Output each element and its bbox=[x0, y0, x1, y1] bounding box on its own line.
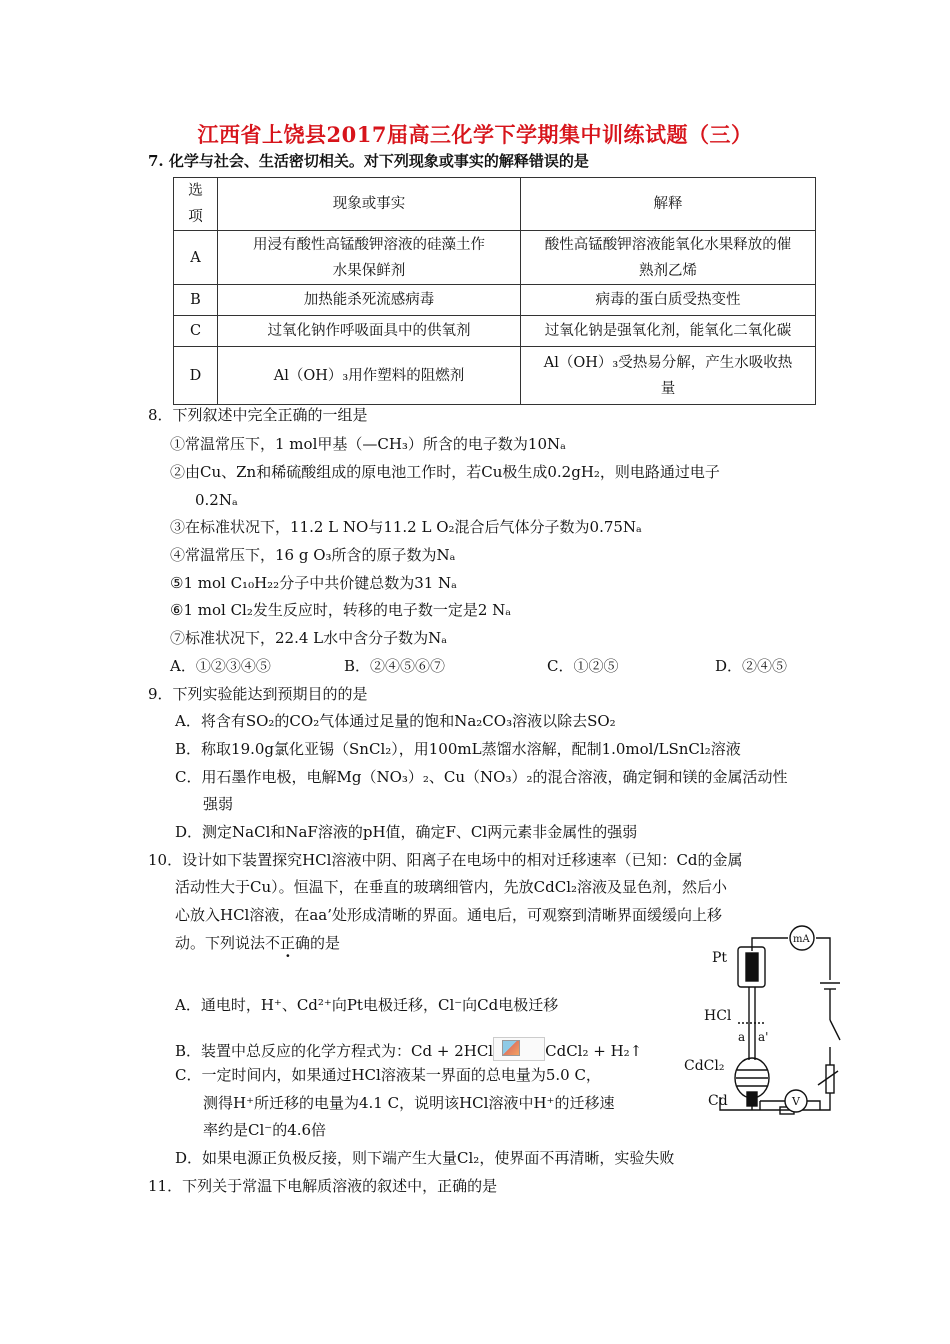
q10-stem-cont: 心放入HCl溶液，在aa’处形成清晰的界面。通电后，可观察到清晰界面缓缓向上移 bbox=[175, 906, 723, 924]
q10-option-b-pre: B．装置中总反应的化学方程式为：Cd + 2HCl bbox=[175, 1042, 494, 1060]
q8-stem: 8．下列叙述中完全正确的一组是 bbox=[148, 406, 368, 424]
q9-option-cont: 强弱 bbox=[203, 795, 234, 813]
label-pt: Pt bbox=[712, 950, 728, 966]
q10-option-c-cont: 率约是Cl⁻的4.6倍 bbox=[203, 1121, 327, 1139]
row-expl-line1: 酸性高锰酸钾溶液能氧化水果释放的催 bbox=[544, 236, 792, 253]
emphasis-not-correct: 不正确 bbox=[265, 934, 311, 952]
label-v: V bbox=[792, 1095, 800, 1108]
q9-stem: 9．下列实验能达到预期目的的是 bbox=[148, 685, 368, 703]
row-expl-line2: 熟剂乙烯 bbox=[639, 262, 697, 279]
q10-stem-cont bbox=[175, 933, 340, 953]
label-hcl: HCl bbox=[704, 1008, 732, 1024]
table-header-row bbox=[174, 178, 816, 231]
row-fact: 加热能杀死流感病毒 bbox=[218, 285, 521, 316]
label-ma: mA bbox=[793, 934, 810, 945]
header-fact: 现象或事实 bbox=[218, 178, 521, 231]
row-fact bbox=[218, 231, 521, 285]
table-row bbox=[174, 231, 816, 285]
row-explanation: 病毒的蛋白质受热变性 bbox=[521, 285, 816, 316]
q8-choice: D．②④⑤ bbox=[715, 657, 788, 675]
row-fact-line1: 用浸有酸性高锰酸钾溶液的硅藻土作 bbox=[253, 236, 485, 253]
table-row bbox=[174, 316, 816, 347]
q8-item: ⑤1 mol C₁₀H₂₂分子中共价键总数为31 Nₐ bbox=[170, 574, 457, 592]
q9-option: B．称取19.0g氯化亚锡（SnCl₂），用100mL蒸馏水溶解，配制1.0mol/LSnCl₂溶液 bbox=[175, 740, 741, 758]
row-fact: 过氧化钠作呼吸面具中的供氧剂 bbox=[218, 316, 521, 347]
q8-choice: A．①②③④⑤ bbox=[170, 657, 271, 675]
row-explanation bbox=[521, 231, 816, 285]
q10-stem: 10．设计如下装置探究HCl溶液中阴、阳离子在电场中的相对迁移速率（已知：Cd的金属 bbox=[148, 851, 743, 869]
page-title: 江西省上饶县2017届高三化学下学期集中训练试题（三） bbox=[197, 122, 753, 147]
q8-item: ③在标准状况下，11.2 L NO与11.2 L O₂混合后气体分子数为0.75Nₐ bbox=[170, 518, 642, 536]
q10-option-b bbox=[175, 1037, 642, 1061]
label-a-prime: a' bbox=[758, 1030, 769, 1044]
row-expl-line2: 量 bbox=[660, 380, 676, 397]
q10-option-c-cont: 测得H⁺所迁移的电量为4.1 C，说明该HCl溶液中H⁺的迁移速 bbox=[203, 1094, 615, 1112]
header-option bbox=[174, 178, 218, 231]
q9-option: C．用石墨作电极，电解Mg（NO₃）₂、Cu（NO₃）₂的混合溶液，确定铜和镁的金属活动性 bbox=[175, 768, 788, 786]
q11-stem: 11．下列关于常温下电解质溶液的叙述中，正确的是 bbox=[148, 1177, 498, 1195]
q10-option-c: C．一定时间内，如果通过HCl溶液某一界面的总电量为5.0 C， bbox=[175, 1066, 601, 1084]
row-explanation bbox=[521, 347, 816, 405]
q10-option-a: A．通电时，H⁺、Cd²⁺向Pt电极迁移，Cl⁻向Cd电极迁移 bbox=[175, 996, 559, 1014]
row-expl-line1: Al（OH）₃受热易分解，产生水吸收热 bbox=[543, 354, 793, 371]
header-explanation: 解释 bbox=[521, 178, 816, 231]
label-cdcl2: CdCl₂ bbox=[684, 1058, 725, 1074]
q10-stem-end: 的是 bbox=[310, 934, 341, 952]
q8-choice: B．②④⑤⑥⑦ bbox=[344, 657, 446, 675]
broken-image-icon bbox=[493, 1037, 545, 1061]
row-key: B bbox=[174, 285, 218, 316]
q10-stem-last: 动。下列说法 bbox=[175, 934, 266, 952]
q8-item: ④常温常压下，16 g O₃所含的原子数为Nₐ bbox=[170, 546, 456, 564]
row-key: D bbox=[174, 347, 218, 405]
label-a: a bbox=[738, 1030, 746, 1044]
label-cd: Cd bbox=[708, 1093, 728, 1109]
q10-option-d: D．如果电源正负极反接，则下端产生大量Cl₂，使界面不再清晰，实验失败 bbox=[175, 1149, 675, 1167]
q10-option-b-post: CdCl₂ + H₂↑ bbox=[545, 1042, 643, 1060]
table-row bbox=[174, 285, 816, 316]
q8-choice: C．①②⑤ bbox=[547, 657, 619, 675]
q8-item: ②由Cu、Zn和稀硫酸组成的原电池工作时，若Cu极生成0.2gH₂，则电路通过电子 bbox=[170, 463, 720, 481]
q8-item: ①常温常压下，1 mol甲基（—CH₃）所含的电子数为10Nₐ bbox=[170, 435, 566, 453]
q7-table bbox=[173, 177, 816, 405]
row-key: C bbox=[174, 316, 218, 347]
row-fact: Al（OH）₃用作塑料的阻燃剂 bbox=[218, 347, 521, 405]
q7-stem: 7. 化学与社会、生活密切相关。对下列现象或事实的解释错误的是 bbox=[148, 152, 589, 170]
q8-item: ⑥1 mol Cl₂发生反应时，转移的电子数一定是2 Nₐ bbox=[170, 601, 512, 619]
table-row bbox=[174, 347, 816, 405]
header-option-line1: 选 bbox=[188, 183, 203, 199]
q8-item: ⑦标准状况下，22.4 L水中含分子数为Nₐ bbox=[170, 629, 448, 647]
q9-option: A．将含有SO₂的CO₂气体通过足量的饱和Na₂CO₃溶液以除去SO₂ bbox=[175, 712, 616, 730]
row-fact-line2: 水果保鲜剂 bbox=[332, 262, 406, 279]
q8-item-cont: 0.2Nₐ bbox=[195, 491, 238, 509]
header-option-line2: 项 bbox=[188, 209, 203, 225]
electrolysis-apparatus-diagram bbox=[680, 925, 850, 1120]
row-explanation: 过氧化钠是强氧化剂，能氧化二氧化碳 bbox=[521, 316, 816, 347]
q9-option: D．测定NaCl和NaF溶液的pH值，确定F、Cl两元素非金属性的强弱 bbox=[175, 823, 638, 841]
q10-stem-cont: 活动性大于Cu）。恒温下，在垂直的玻璃细管内，先放CdCl₂溶液及显色剂，然后小 bbox=[175, 878, 728, 896]
row-key: A bbox=[174, 231, 218, 285]
